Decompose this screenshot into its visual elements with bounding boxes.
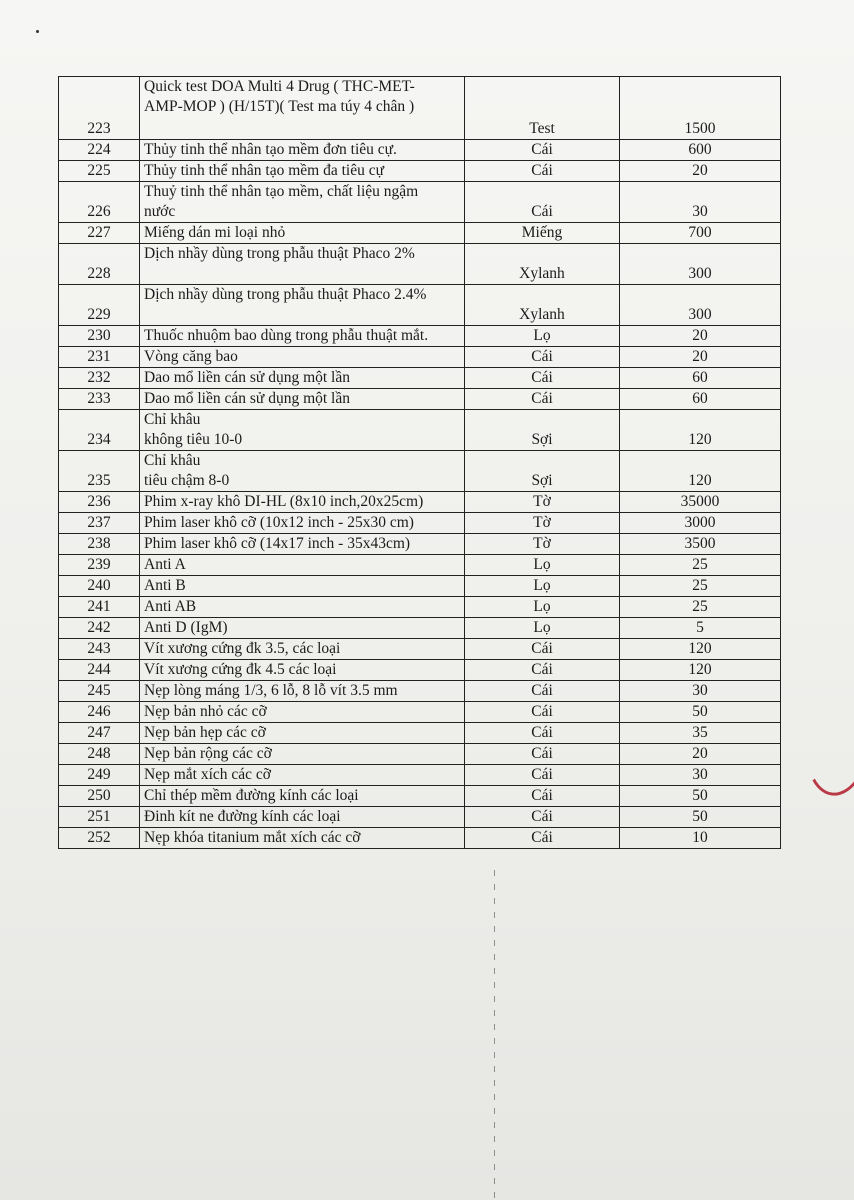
row-number: 234 — [59, 410, 140, 451]
item-unit: Cái — [465, 786, 620, 807]
table-row — [59, 223, 781, 244]
item-name — [140, 77, 465, 140]
item-quantity: 3500 — [620, 534, 781, 555]
item-unit: Cái — [465, 347, 620, 368]
row-number: 236 — [59, 492, 140, 513]
item-quantity: 50 — [620, 786, 781, 807]
table-row — [59, 765, 781, 786]
item-name — [140, 161, 465, 182]
table-row — [59, 597, 781, 618]
item-name — [140, 182, 465, 223]
item-name-line: Vít xương cứng đk 4.5 các loại — [144, 661, 337, 678]
item-name-line: Nẹp bản nhỏ các cỡ — [144, 703, 267, 720]
item-name-line: Nẹp khóa titanium mắt xích các cỡ — [144, 829, 361, 846]
table-row — [59, 140, 781, 161]
item-unit: Cái — [465, 702, 620, 723]
row-number: 227 — [59, 223, 140, 244]
page-fold-line — [494, 870, 495, 1200]
supply-table — [58, 76, 781, 849]
item-name — [140, 326, 465, 347]
table-row — [59, 410, 781, 451]
item-unit: Cái — [465, 389, 620, 410]
item-quantity: 25 — [620, 555, 781, 576]
item-name-line: Vít xương cứng đk 3.5, các loại — [144, 640, 341, 657]
item-unit: Cái — [465, 368, 620, 389]
item-name — [140, 723, 465, 744]
item-name-line: Chỉ khâu — [144, 452, 201, 469]
table-row — [59, 513, 781, 534]
item-name — [140, 681, 465, 702]
item-unit: Lọ — [465, 597, 620, 618]
table-row — [59, 828, 781, 849]
item-unit: Cái — [465, 660, 620, 681]
supply-table-body — [59, 77, 781, 849]
item-quantity: 5 — [620, 618, 781, 639]
item-unit: Xylanh — [465, 285, 620, 326]
item-quantity: 20 — [620, 744, 781, 765]
item-name — [140, 639, 465, 660]
row-number: 235 — [59, 451, 140, 492]
item-name-line: Thủy tinh thể nhân tạo mềm đơn tiêu cự. — [144, 141, 397, 158]
row-number: 232 — [59, 368, 140, 389]
row-number: 246 — [59, 702, 140, 723]
item-name — [140, 786, 465, 807]
item-name — [140, 410, 465, 451]
item-quantity: 300 — [620, 244, 781, 285]
item-unit: Sợi — [465, 451, 620, 492]
row-number: 224 — [59, 140, 140, 161]
item-quantity: 25 — [620, 597, 781, 618]
item-quantity: 3000 — [620, 513, 781, 534]
table-row — [59, 326, 781, 347]
item-name-line: Thuỷ tinh thể nhân tạo mềm, chất liệu ngậm — [144, 183, 419, 200]
row-number: 228 — [59, 244, 140, 285]
table-row — [59, 77, 781, 140]
item-quantity: 50 — [620, 702, 781, 723]
item-name — [140, 702, 465, 723]
item-name-line: Chỉ khâu — [144, 411, 201, 428]
item-name-line: Anti A — [144, 556, 186, 573]
item-name-line: Chỉ thép mềm đường kính các loại — [144, 787, 359, 804]
item-quantity: 600 — [620, 140, 781, 161]
item-name — [140, 223, 465, 244]
item-unit: Cái — [465, 182, 620, 223]
item-name — [140, 618, 465, 639]
row-number: 252 — [59, 828, 140, 849]
item-name-line: tiêu chậm 8-0 — [144, 472, 230, 489]
item-unit: Cái — [465, 765, 620, 786]
item-name-line: Anti D (IgM) — [144, 619, 228, 636]
item-name-line: nước — [144, 203, 176, 220]
row-number: 248 — [59, 744, 140, 765]
item-unit: Tờ — [465, 492, 620, 513]
item-quantity: 300 — [620, 285, 781, 326]
item-name-line: Nẹp lòng máng 1/3, 6 lỗ, 8 lỗ vít 3.5 mm — [144, 682, 398, 699]
item-name — [140, 451, 465, 492]
table-row — [59, 182, 781, 223]
item-quantity: 30 — [620, 765, 781, 786]
table-row — [59, 285, 781, 326]
row-number: 225 — [59, 161, 140, 182]
table-row — [59, 576, 781, 597]
item-quantity: 35 — [620, 723, 781, 744]
item-name — [140, 744, 465, 765]
item-quantity: 1500 — [620, 77, 781, 140]
item-name — [140, 576, 465, 597]
item-name — [140, 492, 465, 513]
item-quantity: 700 — [620, 223, 781, 244]
row-number: 230 — [59, 326, 140, 347]
item-unit: Cái — [465, 744, 620, 765]
row-number: 237 — [59, 513, 140, 534]
row-number: 251 — [59, 807, 140, 828]
item-unit: Tờ — [465, 513, 620, 534]
item-quantity: 50 — [620, 807, 781, 828]
item-name-line: Miếng dán mi loại nhỏ — [144, 224, 286, 241]
item-name-line: Phim laser khô cỡ (10x12 inch - 25x30 cm) — [144, 514, 414, 531]
item-quantity: 30 — [620, 182, 781, 223]
row-number: 250 — [59, 786, 140, 807]
item-name-line: Dịch nhầy dùng trong phẫu thuật Phaco 2.4% — [144, 286, 427, 303]
table-row — [59, 368, 781, 389]
item-unit: Sợi — [465, 410, 620, 451]
row-number: 223 — [59, 77, 140, 140]
item-name-line: Anti AB — [144, 598, 197, 615]
item-name-line: Phim x-ray khô DI-HL (8x10 inch,20x25cm) — [144, 493, 424, 510]
item-name — [140, 513, 465, 534]
table-row — [59, 451, 781, 492]
item-quantity: 10 — [620, 828, 781, 849]
item-name-line: Dịch nhầy dùng trong phẫu thuật Phaco 2% — [144, 245, 415, 262]
table-row — [59, 389, 781, 410]
item-unit: Miếng — [465, 223, 620, 244]
item-quantity: 25 — [620, 576, 781, 597]
item-name — [140, 285, 465, 326]
item-name — [140, 140, 465, 161]
item-name-line: Đinh kít ne đường kính các loại — [144, 808, 341, 825]
table-row — [59, 786, 781, 807]
item-name-line: AMP-MOP ) (H/15T)( Test ma túy 4 chân ) — [144, 98, 415, 115]
table-row — [59, 723, 781, 744]
item-name-line: Quick test DOA Multi 4 Drug ( THC-MET- — [144, 78, 415, 95]
item-unit: Lọ — [465, 326, 620, 347]
row-number: 226 — [59, 182, 140, 223]
row-number: 241 — [59, 597, 140, 618]
item-name-line: Vòng căng bao — [144, 348, 238, 365]
table-row — [59, 161, 781, 182]
row-number: 231 — [59, 347, 140, 368]
table-row — [59, 244, 781, 285]
row-number: 242 — [59, 618, 140, 639]
table-row — [59, 555, 781, 576]
row-number: 244 — [59, 660, 140, 681]
table-row — [59, 347, 781, 368]
item-quantity: 60 — [620, 368, 781, 389]
row-number: 239 — [59, 555, 140, 576]
row-number: 249 — [59, 765, 140, 786]
table-row — [59, 681, 781, 702]
item-name — [140, 828, 465, 849]
item-unit: Lọ — [465, 618, 620, 639]
table-row — [59, 660, 781, 681]
row-number: 245 — [59, 681, 140, 702]
item-name-line: Dao mổ liền cán sử dụng một lần — [144, 390, 350, 407]
item-name — [140, 660, 465, 681]
item-name-line: Dao mổ liền cán sử dụng một lần — [144, 369, 350, 386]
item-name-line: Phim laser khô cỡ (14x17 inch - 35x43cm) — [144, 535, 411, 552]
table-row — [59, 534, 781, 555]
item-name — [140, 389, 465, 410]
item-unit: Cái — [465, 723, 620, 744]
row-number: 229 — [59, 285, 140, 326]
item-unit: Lọ — [465, 576, 620, 597]
item-unit: Cái — [465, 639, 620, 660]
item-quantity: 120 — [620, 660, 781, 681]
item-unit: Cái — [465, 140, 620, 161]
row-number: 240 — [59, 576, 140, 597]
item-quantity: 30 — [620, 681, 781, 702]
table-row — [59, 702, 781, 723]
table-row — [59, 744, 781, 765]
item-name — [140, 534, 465, 555]
item-quantity: 20 — [620, 347, 781, 368]
ink-dot — [36, 30, 39, 33]
item-quantity: 35000 — [620, 492, 781, 513]
item-name — [140, 807, 465, 828]
item-name-line: Nẹp bản rộng các cỡ — [144, 745, 272, 762]
item-quantity: 20 — [620, 161, 781, 182]
table-row — [59, 639, 781, 660]
item-name — [140, 555, 465, 576]
item-name — [140, 347, 465, 368]
item-name — [140, 368, 465, 389]
red-stamp-edge — [799, 682, 854, 800]
item-quantity: 60 — [620, 389, 781, 410]
table-row — [59, 807, 781, 828]
item-unit: Lọ — [465, 555, 620, 576]
item-unit: Cái — [465, 681, 620, 702]
table-row — [59, 618, 781, 639]
item-name-line: Thủy tinh thể nhân tạo mềm đa tiêu cự — [144, 162, 384, 179]
item-name — [140, 597, 465, 618]
row-number: 247 — [59, 723, 140, 744]
row-number: 243 — [59, 639, 140, 660]
item-unit: Test — [465, 77, 620, 140]
item-name-line: Anti B — [144, 577, 186, 594]
item-name-line: Nẹp mắt xích các cỡ — [144, 766, 271, 783]
item-unit: Cái — [465, 828, 620, 849]
row-number: 238 — [59, 534, 140, 555]
item-name-line: Thuốc nhuộm bao dùng trong phẫu thuật mắt. — [144, 327, 429, 344]
item-name-line: Nẹp bản hẹp các cỡ — [144, 724, 266, 741]
table-row — [59, 492, 781, 513]
item-unit: Cái — [465, 161, 620, 182]
item-unit: Cái — [465, 807, 620, 828]
item-unit: Xylanh — [465, 244, 620, 285]
item-quantity: 20 — [620, 326, 781, 347]
item-unit: Tờ — [465, 534, 620, 555]
item-quantity: 120 — [620, 451, 781, 492]
item-name — [140, 244, 465, 285]
item-name — [140, 765, 465, 786]
item-name-line: không tiêu 10-0 — [144, 431, 243, 448]
item-quantity: 120 — [620, 410, 781, 451]
item-quantity: 120 — [620, 639, 781, 660]
row-number: 233 — [59, 389, 140, 410]
